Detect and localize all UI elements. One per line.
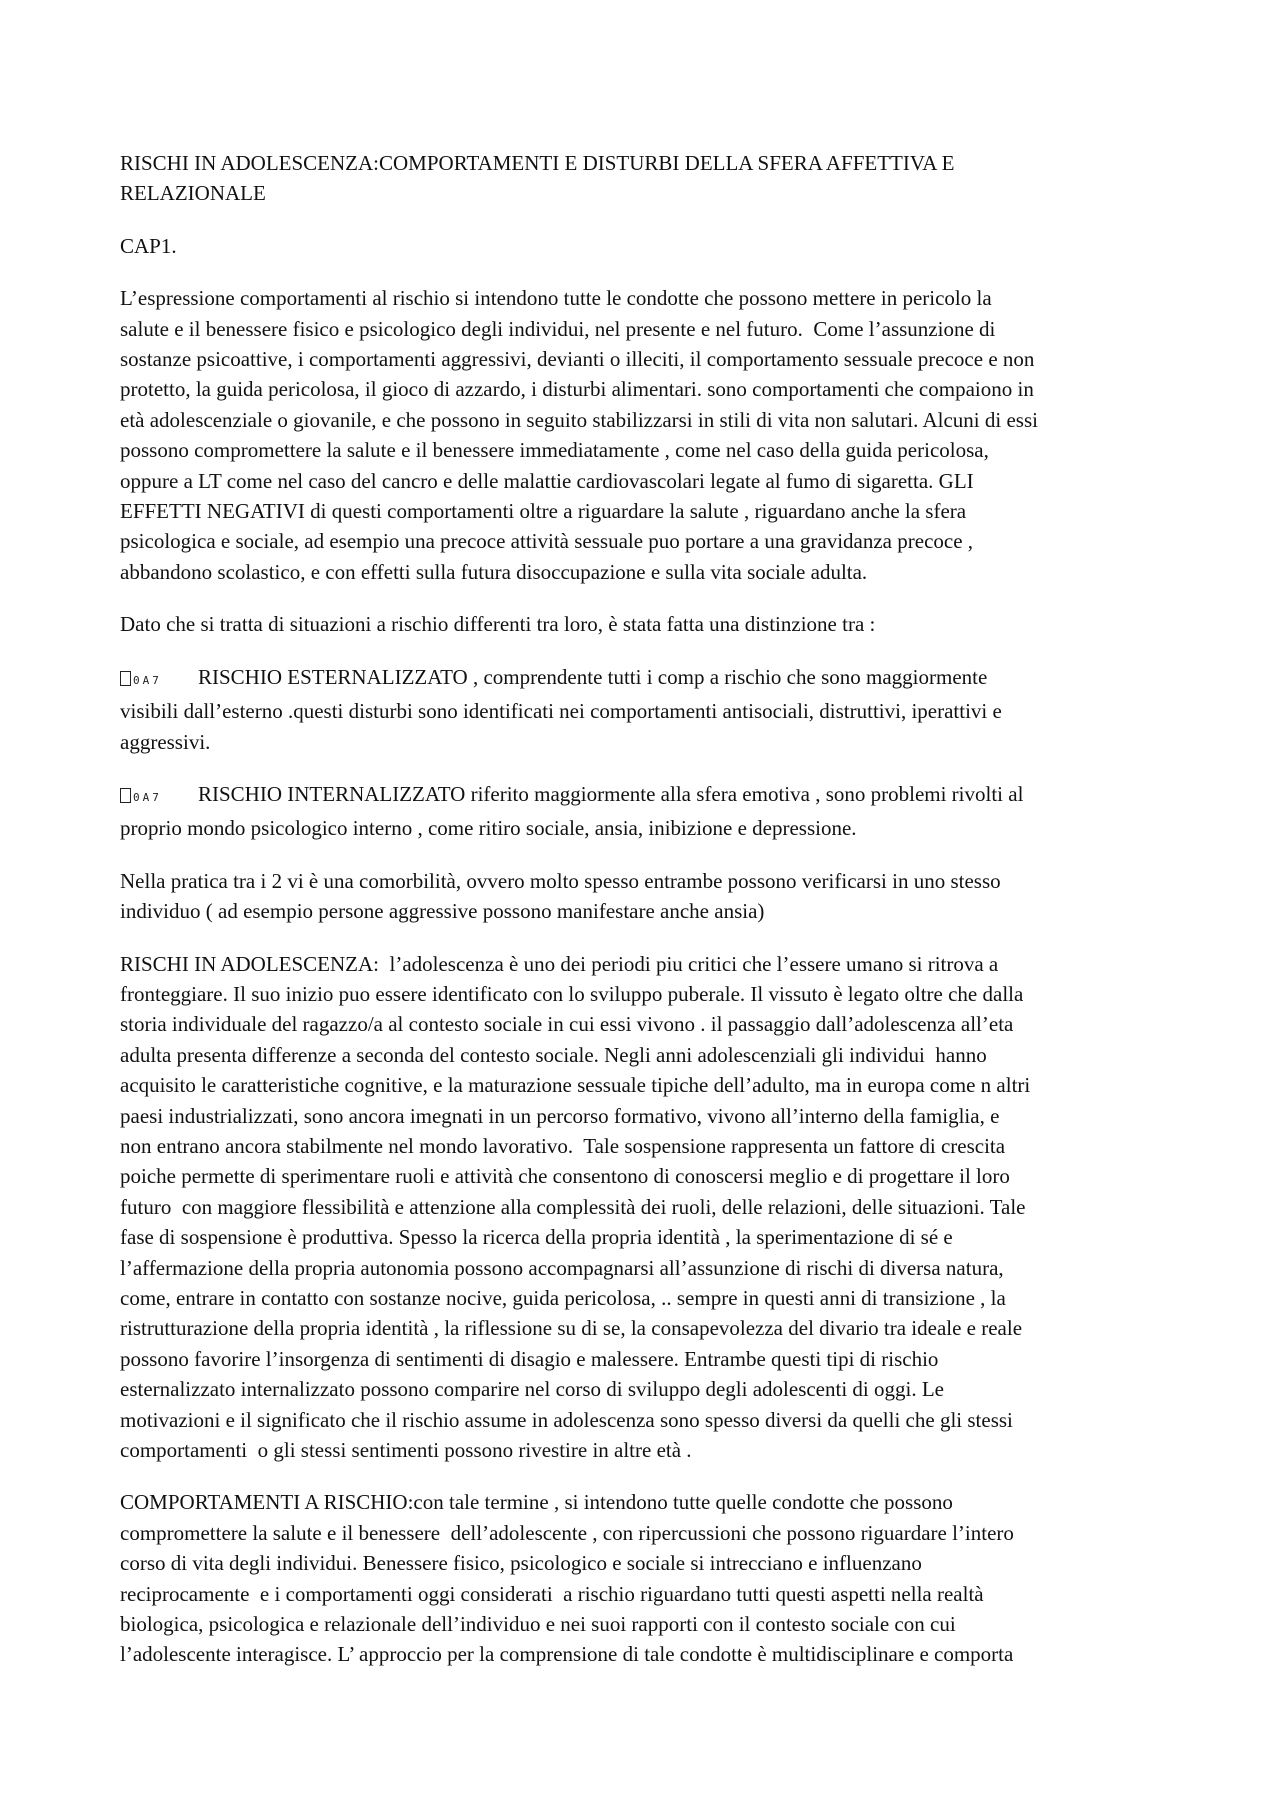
- title-line: RISCHI IN ADOLESCENZA:COMPORTAMENTI E DISTURBI DELLA SFERA AFFETTIVA E: [120, 151, 955, 175]
- text-line: compromettere la salute e il benessere dell’adolescente , con ripercussioni che possono riguardare l’intero: [120, 1520, 1014, 1545]
- text-line: adulta presenta differenze a seconda del contesto sociale. Negli anni adolescenziali gli individui hanno: [120, 1042, 987, 1067]
- bullet-code: 0A7: [133, 673, 162, 687]
- text-line: individuo ( ad esempio persone aggressive possono manifestare anche ansia): [120, 899, 765, 924]
- text-line: futuro con maggiore flessibilità e attenzione alla complessità dei ruoli, delle relazioni, delle situazioni. Tale: [120, 1194, 1026, 1219]
- text-line: abbandono scolastico, e con effetti sulla futura disoccupazione e sulla vita sociale adulta.: [120, 559, 868, 584]
- text-line: possono favorire l’insorgenza di sentimenti di disagio e malessere. Entrambe questi tipi di rischio: [120, 1346, 939, 1371]
- text-line: non entrano ancora stabilmente nel mondo lavorativo. Tale sospensione rappresenta un fattore di crescita: [120, 1133, 1006, 1158]
- paragraph-adolescence-risks: [120, 949, 1160, 1466]
- text-line: Nella pratica tra i 2 vi è una comorbilità, ovvero molto spesso entrambe possono verificarsi in uno stesso: [120, 868, 1001, 893]
- text-line: L’espressione comportamenti al rischio si intendono tutte le condotte che possono mettere in pericolo la: [120, 286, 992, 311]
- text-line: possono compromettere la salute e il benessere immediatamente , come nel caso della guida pericolosa,: [120, 438, 989, 463]
- document-title: [120, 148, 1160, 209]
- text-line: [120, 662, 1160, 696]
- text-line: acquisito le caratteristiche cognitive, e la maturazione sessuale tipiche dell’adulto, ma in europa come n altri: [120, 1073, 1031, 1098]
- bullet-marker: [120, 662, 198, 696]
- chapter-heading: [120, 231, 1160, 261]
- text-line: aggressivi.: [120, 729, 211, 754]
- title-line: RELAZIONALE: [120, 181, 266, 206]
- text-line: paesi industrializzati, sono ancora imegnati in un percorso formativo, vivono all’interno della famiglia, e: [120, 1103, 1000, 1128]
- bullet-item-esternalizzato: [120, 662, 1160, 757]
- paragraph-risk-behaviors: [120, 1487, 1160, 1669]
- text-line: visibili dall’esterno .questi disturbi sono identificati nei comportamenti antisociali, distruttivi, iperattivi e: [120, 699, 1002, 724]
- square-bullet-icon: [120, 788, 131, 803]
- text-line: l’adolescente interagisce. L’ approccio per la comprensione di tale condotte è multidisciplinare e comporta: [120, 1642, 1014, 1667]
- paragraph-intro: [120, 283, 1160, 587]
- text-line: fronteggiare. Il suo inizio puo essere identificato con lo sviluppo puberale. Il vissuto è legato oltre che dalla: [120, 981, 1024, 1006]
- text-line: come, entrare in contatto con sostanze nocive, guida pericolosa, .. sempre in questi anni di transizione , la: [120, 1286, 1006, 1310]
- text-line: EFFETTI NEGATIVI di questi comportamenti oltre a riguardare la salute , riguardano anche la sfera: [120, 499, 967, 524]
- text-line: RISCHI IN ADOLESCENZA: l’adolescenza è uno dei periodi piu critici che l’essere umano si ritrova a: [120, 951, 999, 976]
- text-line: esternalizzato internalizzato possono comparire nel corso di sviluppo degli adolescenti di oggi. Le: [120, 1377, 944, 1402]
- bullet-text: RISCHIO INTERNALIZZATO riferito maggiormente alla sfera emotiva , sono problemi rivolti al: [198, 781, 1024, 806]
- text-line: [120, 779, 1160, 813]
- text-line: l’affermazione della propria autonomia possono accompagnarsi all’assunzione di rischi di diversa natura,: [120, 1255, 1004, 1280]
- text-line: sostanze psicoattive, i comportamenti aggressivi, devianti o illeciti, il comportamento sessuale precoce e non: [120, 347, 1035, 372]
- bullet-code: 0A7: [133, 790, 162, 804]
- text-line: comportamenti o gli stessi sentimenti possono rivestire in altre età .: [120, 1438, 692, 1463]
- text-line: corso di vita degli individui. Benessere fisico, psicologico e sociale si intrecciano e influenzano: [120, 1551, 922, 1576]
- bullet-text: RISCHIO ESTERNALIZZATO , comprendente tutti i comp a rischio che sono maggiormente: [198, 664, 988, 689]
- text-line: ristrutturazione della propria identità , la riflessione su di se, la consapevolezza del divario tra ideale e reale: [120, 1316, 1023, 1341]
- text-line: protetto, la guida pericolosa, il gioco di azzardo, i disturbi alimentari. sono comportamenti che compaiono in: [120, 377, 1034, 402]
- paragraph-comorbidity: [120, 866, 1160, 927]
- chapter-label: CAP1.: [120, 233, 177, 258]
- square-bullet-icon: [120, 671, 131, 686]
- text-line: biologica, psicologica e relazionale dell’individuo e nei suoi rapporti con il contesto sociale con cui: [120, 1612, 956, 1637]
- text-line: storia individuale del ragazzo/a al contesto sociale in cui essi vivono . il passaggio dall’adolescenza all’eta: [120, 1012, 1014, 1037]
- bullet-item-internalizzato: [120, 779, 1160, 844]
- text-line: oppure a LT come nel caso del cancro e delle malattie cardiovascolari legate al fumo di sigaretta. GLI: [120, 468, 974, 493]
- text-line: motivazioni e il significato che il rischio assume in adolescenza sono spesso diversi da quelli che gli stessi: [120, 1407, 1013, 1432]
- text-line: proprio mondo psicologico interno , come ritiro sociale, ansia, inibizione e depressione.: [120, 816, 857, 841]
- text-line: psicologica e sociale, ad esempio una precoce attività sessuale puo portare a una gravidanza precoce ,: [120, 529, 974, 554]
- text-line: reciprocamente e i comportamenti oggi considerati a rischio riguardano tutti questi aspetti nella realtà: [120, 1581, 984, 1606]
- text-line: età adolescenziale o giovanile, e che possono in seguito stabilizzarsi in stili di vita non salutari. Alcuni di essi: [120, 407, 1038, 432]
- paragraph-distinction: [120, 609, 1160, 639]
- text-line: COMPORTAMENTI A RISCHIO:con tale termine , si intendono tutte quelle condotte che possono: [120, 1490, 953, 1515]
- text-line: poiche permette di sperimentare ruoli e attività che consentono di conoscersi meglio e di progettare il loro: [120, 1164, 1010, 1189]
- text-line: salute e il benessere fisico e psicologico degli individui, nel presente e nel futuro. Come l’assunzione di: [120, 316, 996, 341]
- text-line: Dato che si tratta di situazioni a rischio differenti tra loro, è stata fatta una distinzione tra :: [120, 612, 876, 637]
- bullet-marker: [120, 779, 198, 813]
- text-line: fase di sospensione è produttiva. Spesso la ricerca della propria identità , la sperimentazione di sé e: [120, 1225, 953, 1250]
